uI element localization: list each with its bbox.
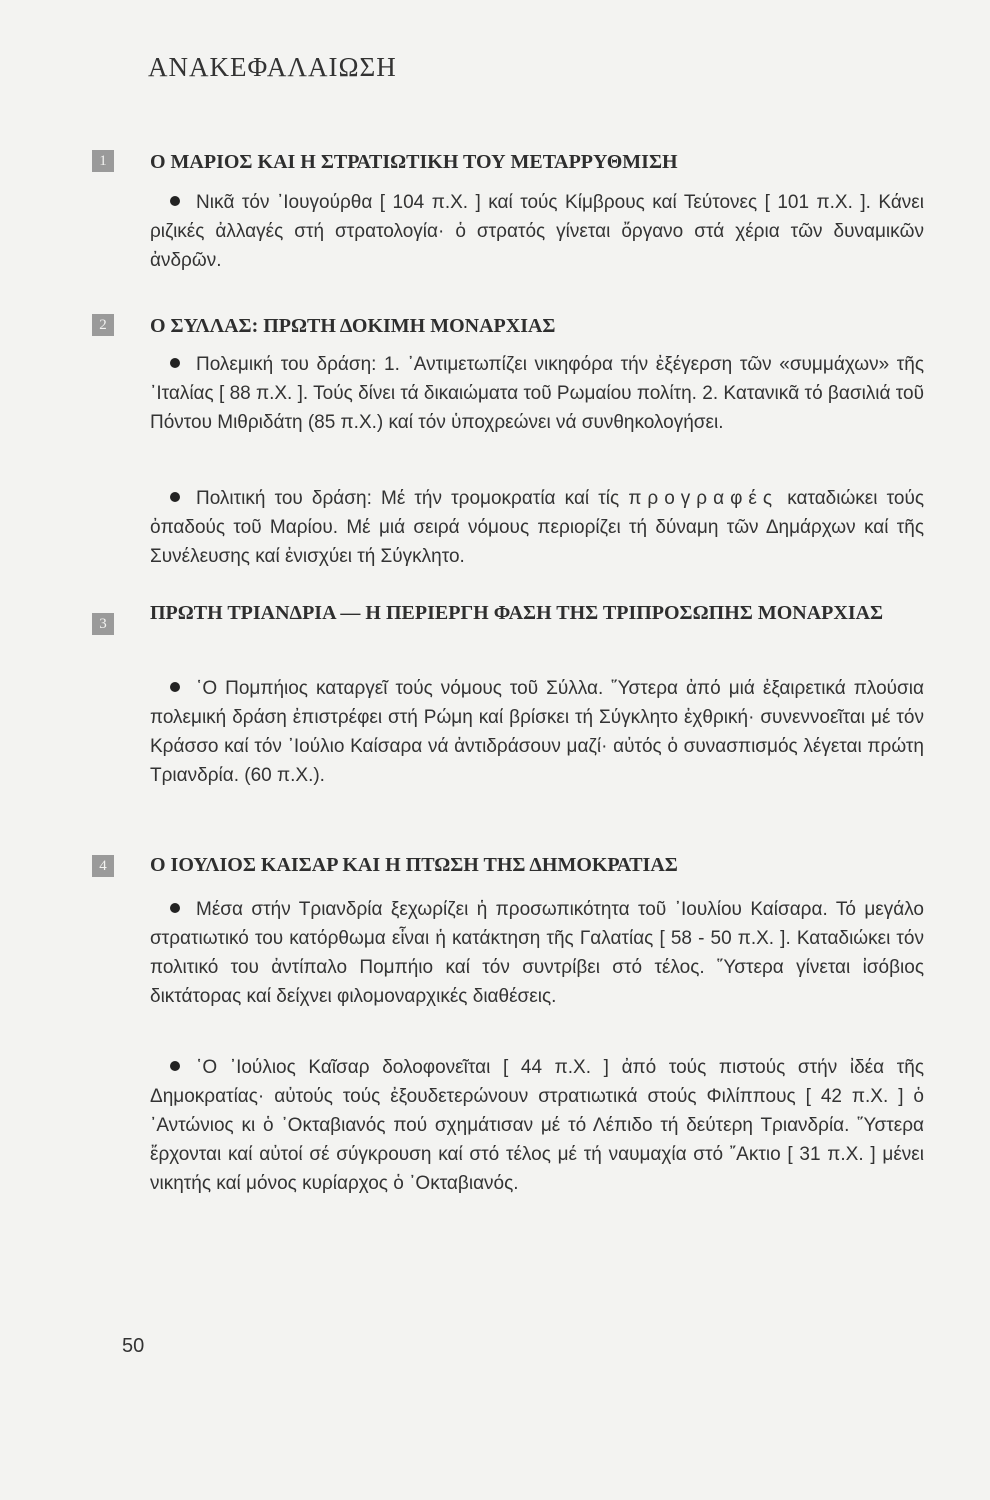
section-number-badge: 1 <box>92 150 114 172</box>
bullet-icon <box>170 1061 180 1071</box>
section-number-badge: 3 <box>92 613 114 635</box>
section-number-badge: 4 <box>92 855 114 877</box>
bullet-icon <box>170 682 180 692</box>
section-paragraph: Πολεμική του δράση: 1. ᾿Αντιμετωπίζει νικηφόρα τήν ἐξέγερση τῶν «συμμάχων» τῆς ᾿Ιταλίας [ 88 π.Χ. ]. Τούς δίνει τά δικαιώματα τοῦ Ρωμαίου πολίτη. 2. Κατανικᾶ τό βασιλιά τοῦ Πόντου Μιθριδάτη (85 π.Χ.) καί τόν ὑποχρεώνει νά συνθηκολογήσει. <box>150 354 924 433</box>
section-title: Ο ΜΑΡΙΟΣ ΚΑΙ Η ΣΤΡΑΤΙΩΤΙΚΗ ΤΟΥ ΜΕΤΑΡΡΥΘΜΙΣΗ <box>150 151 678 173</box>
page-number: 50 <box>122 1335 145 1357</box>
section-title: Ο ΙΟΥΛΙΟΣ ΚΑΙΣΑΡ ΚΑΙ Η ΠΤΩΣΗ ΤΗΣ ΔΗΜΟΚΡΑΤΙΑΣ <box>150 854 678 876</box>
section-paragraph: Πολιτική του δράση: Μέ τήν τρομοκρατία καί τίς προγραφές καταδιώκει τούς ὀπαδούς τοῦ Μαρίου. Μέ μιά σειρά νόμους περιορίζει τή δύναμη τῶν Δημάρχων καί τῆς Συνέλευσης καί ἐνισχύει τή Σύγκλητο. <box>150 488 924 567</box>
section-number-badge: 2 <box>92 314 114 336</box>
section-paragraph: ῾Ο ᾿Ιούλιος Καῖσαρ δολοφονεῖται [ 44 π.Χ. ] ἀπό τούς πιστούς στήν ἰδέα τῆς Δημοκρατίας· αὐτούς τούς ἐξουδετερώνουν στρατιωτικά στούς Φιλίππους [ 42 π.Χ. ] ὁ ᾿Αντώνιος κι ὁ ᾿Οκταβιανός πού σχημάτισαν μέ τό Λέπιδο τή δεύτερη Τριανδρία. ῞Υστερα ἔρχονται καί αὐτοί σέ σύγκρουση καί στό τέλος μέ τή ναυμαχία στό ῎Ακτιο [ 31 π.Χ. ] μένει νικητής καί μόνος κυρίαρχος ὁ ᾿Οκταβιανός. <box>150 1057 924 1194</box>
bullet-icon <box>170 492 180 502</box>
section-title: Ο ΣΥΛΛΑΣ: ΠΡΩΤΗ ΔΟΚΙΜΗ ΜΟΝΑΡΧΙΑΣ <box>150 315 556 337</box>
section-paragraph: Μέσα στήν Τριανδρία ξεχωρίζει ἡ προσωπικότητα τοῦ ᾿Ιουλίου Καίσαρα. Τό μεγάλο στρατιωτικό του κατόρθωμα εἶναι ἡ κατάκτηση τῆς Γαλατίας [ 58 - 50 π.Χ. ]. Καταδιώκει τόν πολιτικό του ἀντίπαλο Πομπήιο καί τόν συντρίβει στό τέλος. ῞Υστερα γίνεται ἰσόβιος δικτάτορας καί δείχνει φιλομοναρχικές διαθέσεις. <box>150 899 924 1007</box>
emphasized-term: προγραφές <box>628 488 779 509</box>
section-paragraph: ῾Ο Πομπήιος καταργεῖ τούς νόμους τοῦ Σύλλα. ῞Υστερα ἀπό μιά ἐξαιρετικά πλούσια πολεμική δράση ἐπιστρέφει στή Ρώμη καί βρίσκει τή Σύγκλητο ἐχθρική· συνεννοεῖται μέ τόν Κράσσο καί τόν ᾿Ιούλιο Καίσαρα νά ἀντιδράσουν μαζί· αὐτός ὁ συνασπισμός λέγεται πρώτη Τριανδρία. (60 π.Χ.). <box>150 678 924 786</box>
bullet-icon <box>170 903 180 913</box>
section-paragraph: Νικᾶ τόν ᾿Ιουγούρθα [ 104 π.Χ. ] καί τούς Κίμβρους καί Τεύτονες [ 101 π.Χ. ]. Κάνει ριζικές ἀλλαγές στή στρατολογία· ὁ στρατός γίνεται ὄργανο στά χέρια τῶν δυναμικῶν ἀνδρῶν. <box>150 192 924 271</box>
bullet-icon <box>170 358 180 368</box>
bullet-icon <box>170 196 180 206</box>
section-title: ΠΡΩΤΗ ΤΡΙΑΝΔΡΙΑ — Η ΠΕΡΙΕΡΓΗ ΦΑΣΗ ΤΗΣ ΤΡΙΠΡΟΣΩΠΗΣ ΜΟΝΑΡΧΙΑΣ <box>150 602 884 624</box>
page-title: ΑΝΑΚΕΦΑΛΑΙΩΣΗ <box>148 52 397 82</box>
